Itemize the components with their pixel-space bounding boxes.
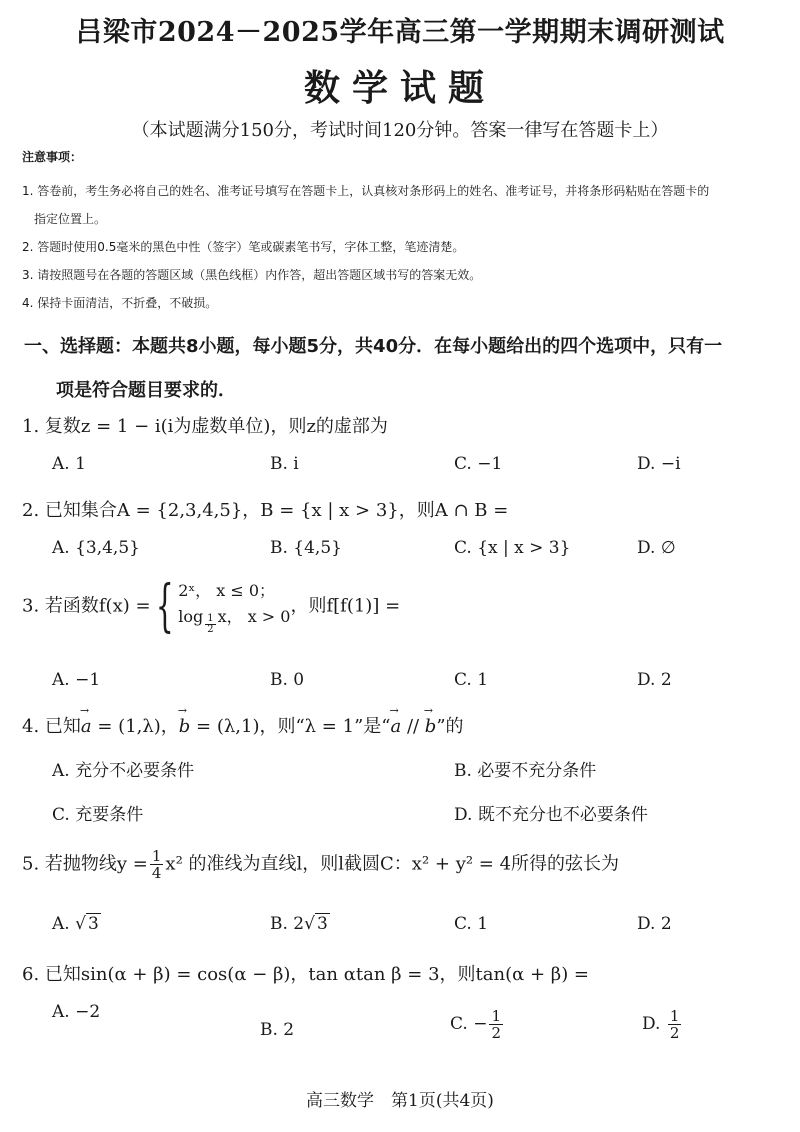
section-line-2: 项是符合题目要求的． (56, 380, 236, 401)
fraction (150, 848, 164, 881)
question-stem: 6. 已知sin(α + β) = cos(α − β)，tan αtan β = 3，则tan(α + β) = (22, 964, 590, 985)
option-b: B. 0 (270, 670, 305, 690)
stem-prefix: 3. 若函数f(x) = (22, 595, 151, 617)
parallel-symbol: // (401, 716, 425, 737)
option-c: C. 1 (454, 670, 489, 690)
option-c-label: C. − (450, 1014, 488, 1034)
exam-info: （本试题满分150分，考试时间120分钟。答案一律写在答题卡上） (131, 120, 669, 141)
fraction-num: 1 (151, 847, 162, 865)
fraction-den: 4 (151, 864, 162, 882)
note-text: 2. 答题时使用0.5毫米的黑色中性（签字）笔或碳素笔书写，字体工整，笔迹清楚。 (22, 240, 465, 254)
option-a: A. 1 (52, 454, 86, 474)
note-text: 4. 保持卡面清洁，不折叠，不破损。 (22, 296, 218, 310)
option-a-label: A. (52, 914, 76, 934)
question-stem (22, 573, 782, 639)
option-a: A. −2 (52, 1002, 101, 1022)
option-a: A. √ 3 (52, 914, 99, 934)
log-text: log (178, 607, 204, 626)
section-line-1: 一、选择题：本题共8小题，每小题5分，共40分．在每小题给出的四个选项中，只有一 (24, 336, 723, 357)
question-3 (22, 573, 782, 690)
vector-a: → a (81, 716, 92, 737)
note-text: 3. 请按照题号在各题的答题区域（黑色线框）内作答，超出答题区域书写的答案无效。 (22, 268, 482, 282)
option-d: D. 2 (637, 914, 672, 934)
section-heading (24, 325, 776, 413)
stem-suffix: x² 的准线为直线l，则l截圆C：x² + y² = 4所得的弦长为 (165, 853, 620, 875)
option-d: D. −i (637, 454, 681, 474)
case-2-rest: x， x > 0 (217, 607, 291, 626)
option-c: C. 充要条件 (52, 805, 144, 825)
eq-a: = (1,λ)， (91, 716, 179, 737)
fraction-den: 2 (669, 1024, 680, 1042)
exam-subject: 数学试题 (303, 67, 496, 109)
stem-end: ”的 (436, 716, 464, 737)
stem-prefix: 5. 若抛物线y = (22, 853, 148, 875)
note-item (22, 261, 782, 289)
page-footer: 高三数学 第1页(共4页) (306, 1091, 494, 1111)
question-1 (22, 412, 782, 474)
fraction-num: 1 (491, 1007, 501, 1025)
option-b-label: B. 2 (270, 914, 305, 934)
case-2 (178, 604, 290, 635)
log-base-den: 2 (207, 624, 214, 635)
note-item (22, 289, 782, 317)
fraction (489, 1008, 503, 1041)
piecewise-cases (178, 578, 290, 635)
option-d: D. 2 (637, 670, 672, 690)
option-b: B. {4,5} (270, 538, 342, 558)
question-6 (22, 960, 782, 1042)
case-1: 2ˣ， x ≤ 0； (178, 581, 276, 600)
question-stem (22, 848, 782, 881)
option-d-label: D. (642, 1014, 666, 1034)
stem-prefix: 4. 已知 (22, 716, 81, 737)
option-c (450, 1008, 505, 1041)
option-c: C. {x | x > 3} (454, 538, 571, 558)
fraction-num: 1 (669, 1007, 680, 1025)
option-b: B. i (270, 454, 299, 474)
fraction (668, 1008, 682, 1041)
question-stem (22, 712, 782, 738)
radicand: 3 (316, 914, 328, 934)
fraction-den: 2 (491, 1024, 501, 1042)
note-item (22, 233, 782, 261)
option-b: B. 必要不充分条件 (454, 761, 597, 781)
exam-title: 吕梁市2024－2025学年高三第一学期期末调研测试 (75, 17, 725, 48)
option-d (642, 1008, 683, 1041)
log-base-num: 1 (207, 613, 214, 624)
notes-title: 注意事项： (22, 150, 83, 164)
option-a: A. 充分不必要条件 (52, 761, 195, 781)
vector-b-2: → b (425, 716, 437, 737)
question-stem: 1. 复数z = 1 − i(i为虚数单位)，则z的虚部为 (22, 416, 388, 437)
question-stem: 2. 已知集合A = {2,3,4,5}，B = {x | x > 3}，则A ∩ B = (22, 500, 509, 521)
vector-b: → b (179, 716, 191, 737)
option-c: C. −1 (454, 454, 503, 474)
question-2 (22, 496, 782, 558)
option-d: D. ∅ (637, 538, 676, 558)
option-b: B. 2√ 3 (270, 914, 328, 934)
note-item (22, 177, 782, 233)
eq-b: = (λ,1)，则“λ = 1”是“ (190, 716, 391, 737)
option-d: D. 既不充分也不必要条件 (454, 805, 648, 825)
question-4 (22, 712, 782, 825)
note-text: 1. 答卷前，考生务必将自己的姓名、准考证号填写在答题卡上，认真核对条形码上的姓名、准考证号，并将条形码粘贴在答题卡的 (22, 184, 710, 198)
option-a: A. {3,4,5} (52, 538, 140, 558)
notes-block (22, 148, 782, 317)
note-continuation: 指定位置上。 (34, 212, 107, 226)
option-a: A. −1 (52, 670, 101, 690)
stem-suffix: ，则f[f(1)] = (290, 595, 401, 617)
radicand: 3 (87, 914, 99, 934)
option-b: B. 2 (260, 1020, 295, 1040)
brace-symbol: { (155, 573, 174, 639)
option-c: C. 1 (454, 914, 489, 934)
log-base (205, 614, 215, 635)
question-5 (22, 847, 782, 934)
vector-a-2: → a (390, 716, 401, 737)
